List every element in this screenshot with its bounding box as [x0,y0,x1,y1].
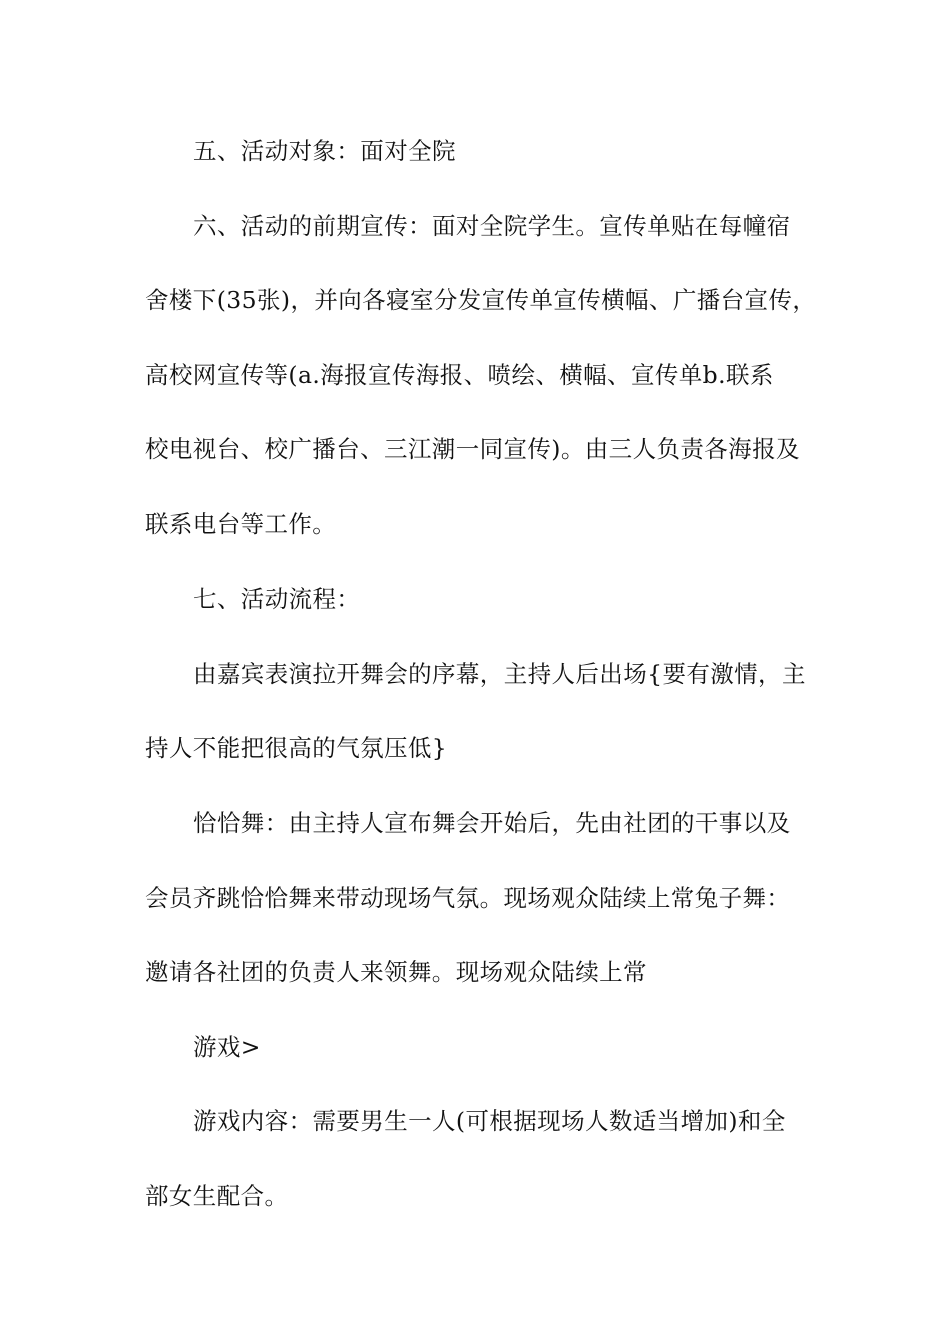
game-content-line-2: 部女生配合。 [145,1182,289,1210]
section-six-line-1: 六、活动的前期宣传：面对全院学生。宣传单贴在每幢宿 [193,212,791,240]
section-six-line-4: 校电视台、校广播台、三江潮一同宣传)。由三人负责各海报及 [145,435,800,463]
opening-paragraph-line-2: 持人不能把很高的气氛压低} [145,734,448,762]
section-seven-heading: 七、活动流程： [193,585,361,613]
opening-paragraph-line-1: 由嘉宾表演拉开舞会的序幕，主持人后出场{要有激情，主 [193,660,806,688]
chacha-paragraph-line-1: 恰恰舞：由主持人宣布舞会开始后，先由社团的干事以及 [193,809,791,837]
chacha-paragraph-line-3: 邀请各社团的负责人来领舞。现场观众陆续上常 [145,958,647,986]
section-six-line-3: 高校网宣传等(a.海报宣传海报、喷绘、横幅、宣传单b.联系 [145,361,774,389]
section-six-line-2: 舍楼下(35张)，并向各寝室分发宣传单宣传横幅、广播台宣传， [145,286,817,314]
section-five-heading: 五、活动对象：面对全院 [193,137,456,165]
game-heading: 游戏> [193,1033,261,1061]
chacha-paragraph-line-2: 会员齐跳恰恰舞来带动现场气氛。现场观众陆续上常兔子舞： [145,884,791,912]
game-content-line-1: 游戏内容：需要男生一人(可根据现场人数适当增加)和全 [193,1107,786,1135]
section-six-line-5: 联系电台等工作。 [145,510,337,538]
